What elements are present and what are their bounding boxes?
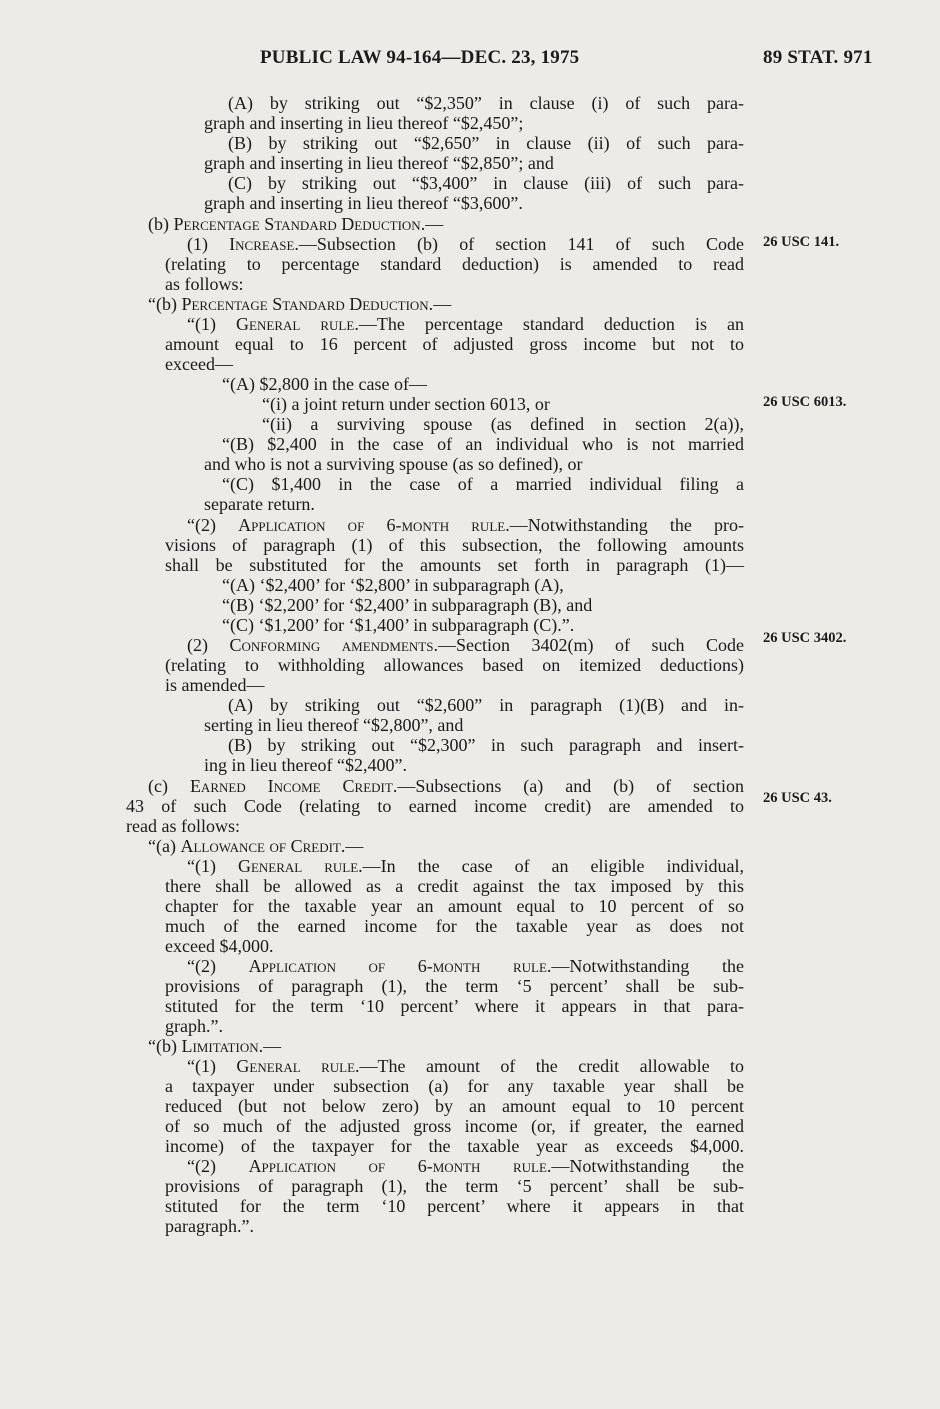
line-text: “(C) ‘$1,200’ for ‘$1,400’ in subparagraph (C).”. [222,615,575,635]
heading-small-caps: Conforming amendments. [229,635,438,655]
line-text: “(b) [148,1036,182,1056]
text-line [165,675,765,696]
line-text: stituted for the term ‘10 percent’ where it appears in that [165,1196,744,1216]
text-line [187,956,744,977]
line-text-rest: —Notwithstanding the pro- [509,515,744,535]
line-text: separate return. [204,494,315,514]
line-text: “(B) ‘$2,200’ for ‘$2,400’ in subparagraph (B), and [222,595,593,615]
text-line [187,515,744,536]
line-text-rest: — [345,836,364,856]
text-line [204,715,804,736]
line-text: stituted for the term ‘10 percent’ where it appears in that para- [165,996,744,1016]
text-line [204,153,804,174]
heading-small-caps: Allowance of Credit. [180,836,346,856]
line-text: much of the earned income for the taxable year as does not [165,916,744,936]
page-header-title: PUBLIC LAW 94-164—DEC. 23, 1975 [260,47,580,68]
text-line [222,374,822,395]
line-text: there shall be allowed as a credit against the tax imposed by this [165,876,744,896]
heading-small-caps: Percentage Standard Deduction. [181,294,434,314]
text-line [228,735,744,756]
line-text-rest: —Notwithstanding the [551,1156,744,1176]
line-text: is amended— [165,675,265,695]
text-line [148,776,744,797]
line-text: “(1) [187,856,238,876]
text-line [165,896,744,917]
line-text: (A) by striking out “$2,350” in clause (i) of such para- [228,93,744,113]
line-text: (2) [187,635,230,655]
text-line [148,1036,748,1057]
line-text: “(a) [148,836,181,856]
line-text: reduced (but not below zero) by an amount equal to 10 percent [165,1096,744,1116]
text-line [165,916,744,937]
line-text: income) of the taxpayer for the taxable year as exceeds $4,000. [165,1136,744,1156]
heading-small-caps: Percentage Standard Deduction. [173,214,426,234]
text-line [126,816,726,837]
line-text: “(1) [187,1056,237,1076]
page-header-stat: 89 STAT. 971 [763,47,873,68]
line-text: 43 of such Code (relating to earned income credit) are amended to [126,796,744,816]
heading-small-caps: Earned Income Credit. [189,776,398,796]
line-text: (B) by striking out “$2,650” in clause (ii) of such para- [228,133,744,153]
text-line [204,454,804,475]
text-line [165,1136,744,1157]
text-line [165,254,744,275]
line-text: (relating to percentage standard deduction) is amended to read [165,254,744,274]
text-line [204,113,804,134]
line-text: and who is not a surviving spouse (as so defined), or [204,454,583,474]
text-line [165,976,744,997]
line-text: (A) by striking out “$2,600” in paragraph (1)(B) and in- [228,695,744,715]
line-text: “(C) $1,400 in the case of a married individual filing a [222,474,744,494]
text-line [148,294,748,315]
line-text: “(A) $2,800 in the case of— [222,374,427,394]
text-line [165,1216,765,1237]
line-text: shall be substituted for the amounts set forth in paragraph (1)— [165,555,744,575]
text-line [222,615,822,636]
line-text-rest: —Notwithstanding the [551,956,744,976]
line-text: “(ii) a surviving spouse (as defined in section 2(a)), [262,414,744,434]
text-line [262,394,862,415]
line-text: provisions of paragraph (1), the term ‘5 percent’ shall be sub- [165,976,744,996]
line-text-rest: —Section 3402(m) of such Code [437,635,744,655]
text-line [148,214,748,235]
text-line [262,414,744,435]
line-text: “(2) [187,1156,249,1176]
heading-small-caps: Application of 6-month rule. [238,515,510,535]
text-line [165,996,744,1017]
text-line [165,334,744,355]
line-text: “(B) $2,400 in the case of an individual who is not married [222,434,744,454]
text-line [165,1096,744,1117]
margin-note: 26 USC 43. [763,790,832,806]
line-text-rest: —In the case of an eligible individual, [362,856,744,876]
line-text: graph and inserting in lieu thereof “$3,600”. [204,193,523,213]
heading-small-caps: General rule. [236,1056,360,1076]
line-text: read as follows: [126,816,240,836]
text-line [165,1076,744,1097]
margin-note: 26 USC 6013. [763,394,847,410]
margin-note: 26 USC 3402. [763,630,847,646]
text-line [126,796,744,817]
text-line [228,133,744,154]
text-line [187,635,744,656]
line-text: “(b) [148,294,182,314]
line-text: “(i) a joint return under section 6013, or [262,394,550,414]
line-text: exceed— [165,354,233,374]
line-text: serting in lieu thereof “$2,800”, and [204,715,464,735]
line-text-rest: —The percentage standard deduction is an [358,314,744,334]
heading-small-caps: General rule. [236,314,359,334]
line-text: “(2) [187,956,249,976]
line-text-rest: —Subsections (a) and (b) of section [397,776,744,796]
margin-note: 26 USC 141. [763,234,840,250]
text-line [228,93,744,114]
text-line [222,595,822,616]
line-text: (b) [148,214,174,234]
line-text: (C) by striking out “$3,400” in clause (iii) of such para- [228,173,744,193]
text-line [148,836,748,857]
text-line [165,655,744,676]
text-line [165,354,765,375]
line-text-rest: — [433,294,452,314]
heading-small-caps: Application of 6-month rule. [248,1156,552,1176]
heading-small-caps: Increase. [229,234,299,254]
text-line [165,274,765,295]
line-text: ing in lieu thereof “$2,400”. [204,755,407,775]
text-line [165,1116,744,1137]
line-text: a taxpayer under subsection (a) for any taxable year shall be [165,1076,744,1096]
line-text: “(2) [187,515,239,535]
line-text: provisions of paragraph (1), the term ‘5 percent’ shall be sub- [165,1176,744,1196]
line-text: paragraph.”. [165,1216,254,1236]
text-line [165,555,744,576]
text-line [228,173,744,194]
line-text: (1) [187,234,230,254]
text-line [187,234,744,255]
text-line [222,434,744,455]
text-line [165,1016,765,1037]
line-text-rest: —Subsection (b) of section 141 of such Code [298,234,744,254]
line-text: chapter for the taxable year an amount equal to 10 percent of so [165,896,744,916]
text-line [187,314,744,335]
line-text: “(A) ‘$2,400’ for ‘$2,800’ in subparagraph (A), [222,575,564,595]
line-text: (B) by striking out “$2,300” in such paragraph and insert- [228,735,744,755]
heading-small-caps: Limitation. [181,1036,264,1056]
heading-small-caps: General rule. [237,856,363,876]
line-text: (c) [148,776,190,796]
line-text: graph and inserting in lieu thereof “$2,850”; and [204,153,554,173]
line-text: amount equal to 16 percent of adjusted gross income but not to [165,334,744,354]
text-line [204,755,804,776]
heading-small-caps: Application of 6-month rule. [248,956,552,976]
text-line [228,695,744,716]
text-line [204,494,804,515]
line-text: exceed $4,000. [165,936,274,956]
text-line [165,535,744,556]
text-line [165,876,744,897]
line-text-rest: — [425,214,444,234]
text-line [187,856,744,877]
text-line [165,936,765,957]
line-text: graph and inserting in lieu thereof “$2,450”; [204,113,524,133]
text-line [187,1056,744,1077]
text-line [165,1176,744,1197]
line-text-rest: —The amount of the credit allowable to [359,1056,744,1076]
line-text: “(1) [187,314,237,334]
text-line [222,474,744,495]
line-text-rest: — [263,1036,282,1056]
text-line [204,193,804,214]
line-text: visions of paragraph (1) of this subsection, the following amounts [165,535,744,555]
text-line [187,1156,744,1177]
line-text: graph.”. [165,1016,223,1036]
text-line [222,575,822,596]
text-line [165,1196,744,1217]
line-text: (relating to withholding allowances based on itemized deductions) [165,655,744,675]
line-text: of so much of the adjusted gross income (or, if greater, the earned [165,1116,744,1136]
line-text: as follows: [165,274,244,294]
